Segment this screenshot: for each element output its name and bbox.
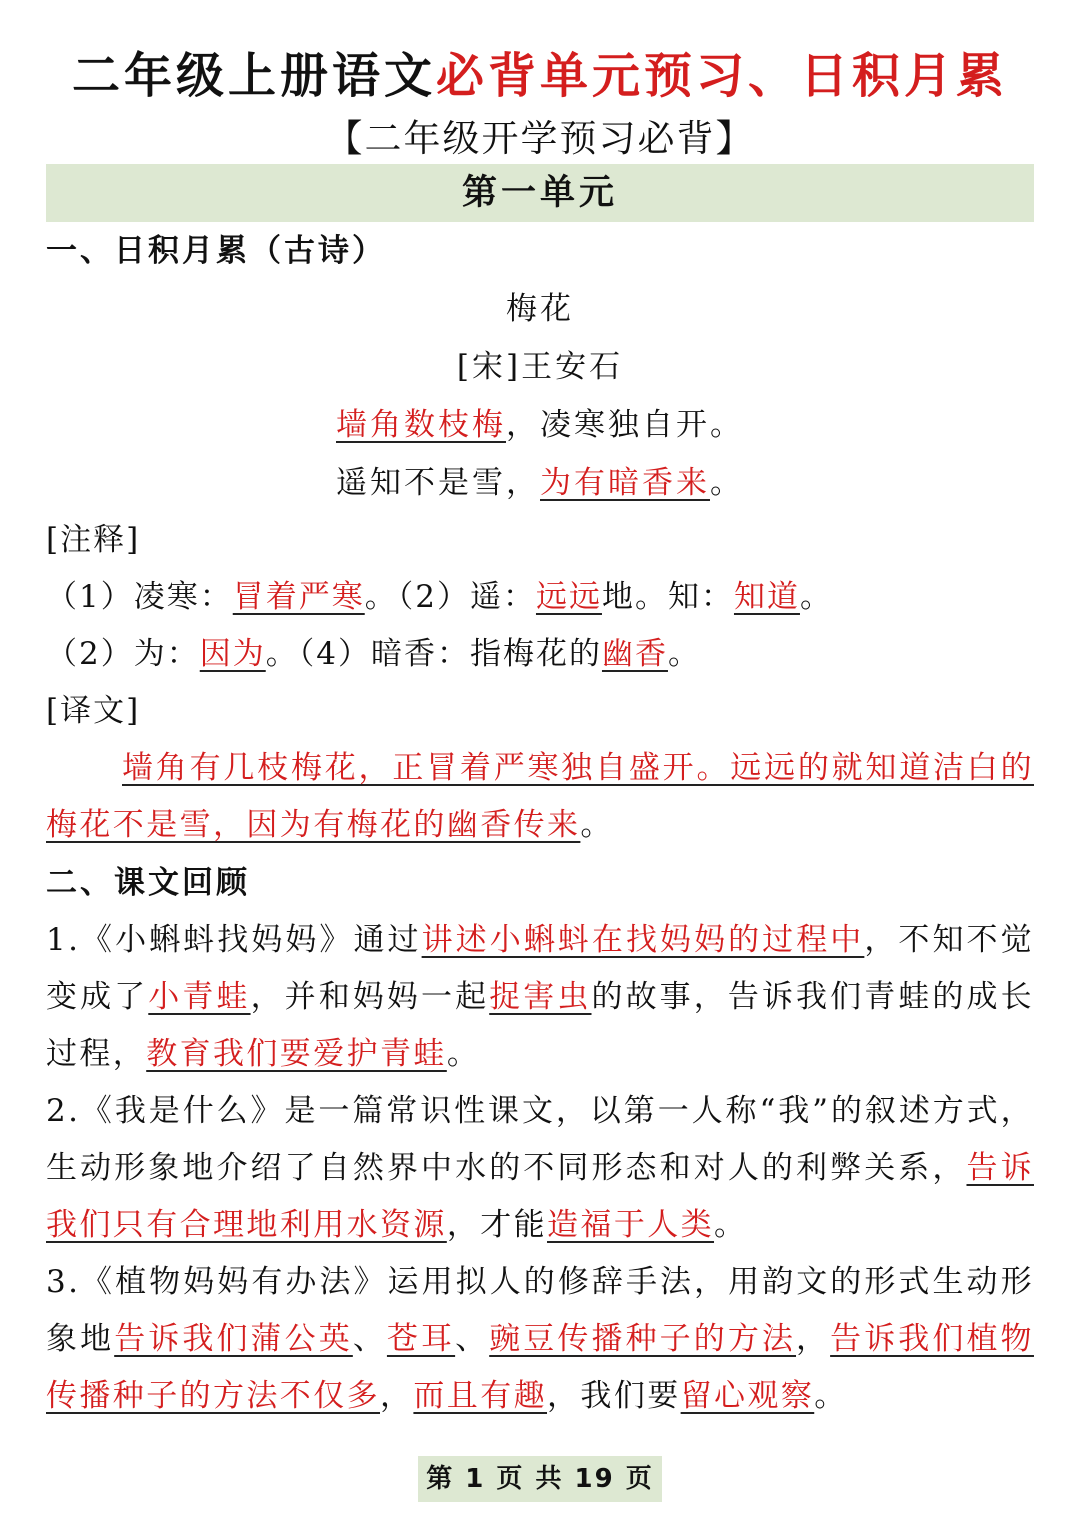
- answer-blank: 而且有趣: [413, 1378, 548, 1414]
- note-text: （1）凌寒：: [46, 579, 233, 615]
- review-text: 的故事，告诉我们青蛙的成长过程，: [46, 979, 1035, 1072]
- translation-label: [译文]: [46, 693, 141, 729]
- unit-heading: 第一单元: [46, 164, 1034, 222]
- answer-blank: 告诉我们植物传播种子的方法不仅多: [46, 1321, 1034, 1414]
- answer-blank: 捉害虫: [489, 979, 592, 1015]
- document-page: [46, 38, 1034, 1425]
- page-title: [46, 38, 1034, 114]
- poem-line-2: [46, 454, 1034, 512]
- answer-blank: 告诉我们只有合理地利用水资源: [46, 1150, 1034, 1243]
- answer-blank: 墙角有几枝梅花，正冒着严寒独自盛开。远远的就知道洁白的梅花不是雪，因为有梅花的幽香传来: [46, 750, 1034, 843]
- answer-blank: 墙角数枝梅: [336, 407, 506, 443]
- review-text: ，我们要: [547, 1378, 681, 1414]
- answer-blank: 小青蛙: [148, 979, 251, 1015]
- review-text: 、: [352, 1321, 387, 1357]
- title-red-part: 必背单元预习、日积月累: [436, 48, 1009, 104]
- notes-line-2: [46, 626, 1034, 683]
- note-text: （2）为：: [46, 636, 200, 672]
- poem-text: 。: [710, 465, 744, 501]
- note-text: 。: [799, 579, 833, 615]
- poem-text: ，凌寒独自开。: [506, 407, 744, 443]
- review-text: ，: [796, 1321, 831, 1357]
- review-text: 3.《植物妈妈有办法》运用拟人的修辞手法，用韵文的形式生动形象地: [46, 1264, 1034, 1357]
- answer-blank: 苍耳: [386, 1321, 456, 1357]
- answer-blank: 为有暗香来: [540, 465, 710, 501]
- answer-blank: 教育我们要爱护青蛙: [146, 1036, 447, 1072]
- section-heading-review: 二、课文回顾: [46, 865, 250, 901]
- answer-blank: 远远: [535, 579, 602, 615]
- answer-blank: 因为: [199, 636, 266, 672]
- review-item-1: [46, 912, 1034, 1083]
- note-text: 地。知：: [601, 579, 734, 615]
- title-black-part: 二年级上册语文: [71, 48, 436, 104]
- answer-blank: 讲述小蝌蚪在找妈妈的过程中: [421, 922, 865, 958]
- answer-blank: 豌豆传播种子的方法: [489, 1321, 797, 1357]
- note-text: 。: [667, 636, 701, 672]
- review-text: ，才能: [446, 1207, 548, 1243]
- review-text: ，: [380, 1378, 414, 1414]
- page-subtitle: 【二年级开学预习必背】: [325, 117, 755, 160]
- review-text: 。: [446, 1036, 481, 1072]
- review-text: ，不知不觉变成了: [46, 922, 1034, 1015]
- poem-line-1: [46, 396, 1034, 454]
- poem-author: [宋]王安石: [456, 349, 624, 385]
- review-item-2: [46, 1083, 1034, 1254]
- review-text: ，并和妈妈一起: [250, 979, 490, 1015]
- notes-line-1: [46, 569, 1034, 626]
- notes-label: [注释]: [46, 522, 141, 558]
- review-item-3: [46, 1254, 1034, 1425]
- review-text: 。: [814, 1378, 848, 1414]
- review-text: 。: [714, 1207, 748, 1243]
- page-footer: [0, 1456, 1080, 1502]
- note-text: 。（4）暗香：指梅花的: [265, 636, 602, 672]
- answer-blank: 造福于人类: [547, 1207, 715, 1243]
- answer-blank: 留心观察: [680, 1378, 815, 1414]
- poem-text: 遥知不是雪，: [336, 465, 540, 501]
- review-text: 2.《我是什么》是一篇常识性课文，以第一人称“我”的叙述方式，生动形象地介绍了自然界中水的不同形态和对人的利弊关系，: [46, 1093, 1034, 1186]
- page-number: 第 1 页 共 19 页: [418, 1456, 662, 1502]
- translation-text: 。: [580, 807, 614, 843]
- note-text: 。（2）遥：: [364, 579, 536, 615]
- answer-blank: 幽香: [601, 636, 668, 672]
- answer-blank: 知道: [733, 579, 800, 615]
- poem-title: 梅花: [506, 291, 574, 327]
- review-text: 、: [455, 1321, 490, 1357]
- answer-blank: 告诉我们蒲公英: [114, 1321, 353, 1357]
- section-heading-poem: 一、日积月累（古诗）: [46, 233, 386, 269]
- answer-blank: 冒着严寒: [232, 579, 365, 615]
- translation-paragraph: [46, 740, 1034, 854]
- review-text: 1.《小蝌蚪找妈妈》通过: [46, 922, 422, 958]
